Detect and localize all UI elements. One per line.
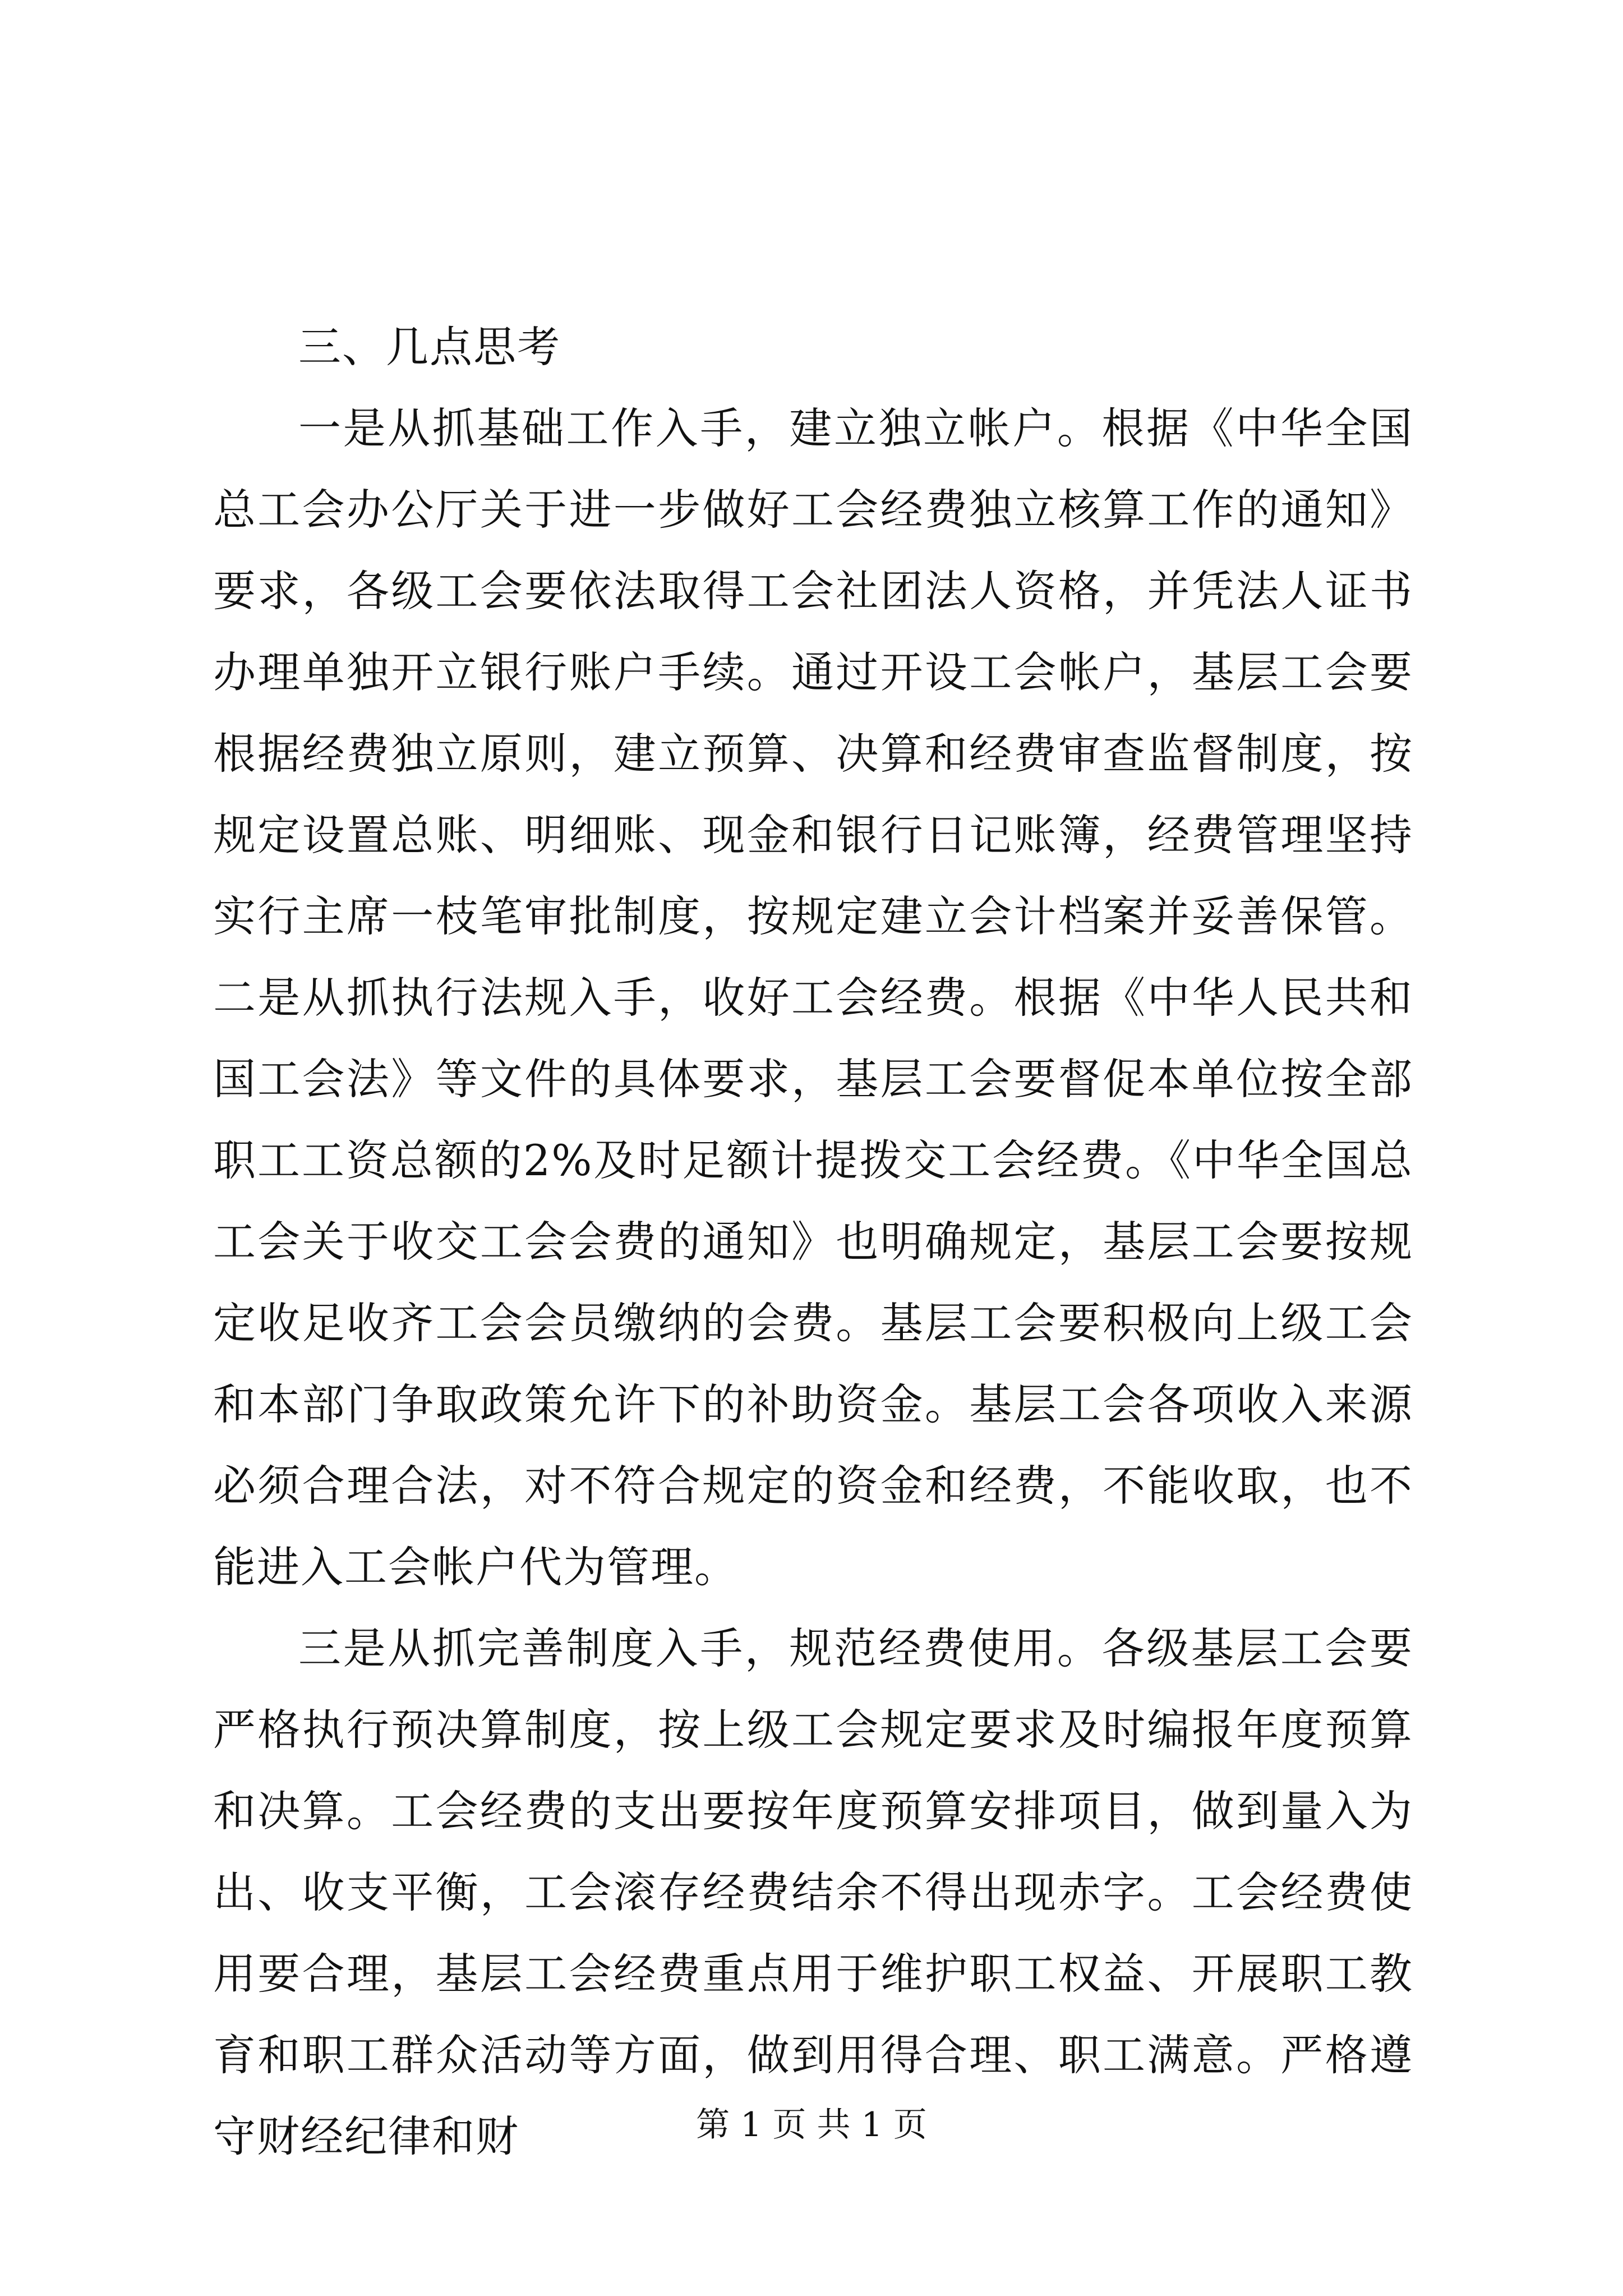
page-footer: 第 1 页 共 1 页: [696, 2105, 927, 2145]
paragraph-1: 一是从抓基础工作入手，建立独立帐户。根据《中华全国总工会办公厅关于进一步做好工会经费独立核算工作的通知》要求，各级工会要依法取得工会社团法人资格，并凭法人证书办理单独开立银行账户手续。通过开设工会帐户，基层工会要根据经费独立原则，建立预算、决算和经费审查监督制度，按规定设置总账、明细账、现金和银行日记账簿，经费管理坚持实行主席一枝笔审批制度，按规定建立会计档案并妥善保管。二是从抓执行法规入手，收好工会经费。根据《中华人民共和国工会法》等文件的具体要求，基层工会要督促本单位按全部职工工资总额的2%及时足额计提拨交工会经费。《中华全国总工会关于收交工会会费的通知》也明确规定，基层工会要按规定收足收齐工会会员缴纳的会费。基层工会要积极向上级工会和本部门争取政策允许下的补助资金。基层工会各项收入来源必须合理合法，对不符合规定的资金和经费，不能收取，也不能进入工会帐户代为管理。: [213, 403, 1413, 1592]
paragraph-2: 三是从抓完善制度入手，规范经费使用。各级基层工会要严格执行预决算制度，按上级工会规定要求及时编报年度预算和决算。工会经费的支出要按年度预算安排项目，做到量入为出、收支平衡，工会滚存经费结余不得出现赤字。工会经费使用要合理，基层工会经费重点用于维护职工权益、开展职工教育和职工群众活动等方面，做到用得合理、职工满意。严格遵守财经纪律和财: [213, 1623, 1413, 2161]
section-heading: 三、几点思考: [298, 322, 561, 372]
document-body: [213, 306, 1413, 2177]
